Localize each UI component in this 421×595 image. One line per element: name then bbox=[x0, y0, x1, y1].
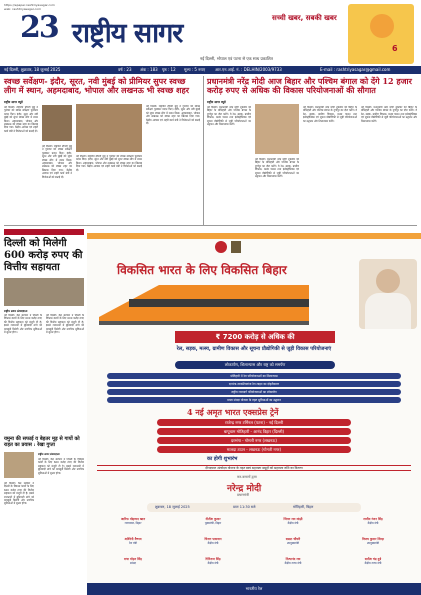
info-bar bbox=[0, 66, 421, 74]
launch-caption: का होगी शुभारंभ bbox=[207, 456, 238, 462]
dignitary-role: केंद्रीय मंत्री bbox=[207, 561, 219, 565]
delhi-body-col2: नई दिल्ली। केंद्र सरकार ने दिल्ली के विकास कार्यों के लिए 600 करोड़ रुपए की वित्तीय सहायता को मंजूरी दी है। इससे राजधानी में बुनियादी ढांचे को मजबूती मिलेगी और नागरिक सुविधाओं में सुधार होगा। bbox=[46, 314, 84, 335]
second-body-col4: नई दिल्ली। प्रधानमंत्री नरेंद्र मोदी शुक्रवार को बिहार के मोतिहारी और पश्चिम बंगाल के दुर्गापुर का दौरा करेंगे। वे रेल, सड़क, ग्रामीण विकास, मत्स्य पालन तथा इलेक्ट्रॉनिक्स एवं सूचना प्रौद्योगिकी से जुड़ी परियोजनाओं का उद्घाटन और शिलान्यास करेंगे। bbox=[361, 106, 417, 123]
dignitary-name: गिरिराज सिंह bbox=[205, 557, 221, 561]
contact-email[interactable]: E-mail : rashtriyasagar@gmail.com bbox=[320, 67, 391, 72]
dignitary-name: नीतीश कुमार bbox=[205, 517, 221, 521]
yamuna-photo bbox=[4, 452, 34, 478]
delhi-body-col1: नई दिल्ली। केंद्र सरकार ने दिल्ली के विकास कार्यों के लिए 600 करोड़ रुपए की वित्तीय सहायता को मंजूरी दी है। इससे राजधानी में बुनियादी ढांचे को मजबूती मिलेगी और नागरिक सुविधाओं में सुधार होगा। bbox=[4, 314, 42, 335]
face-icon bbox=[376, 269, 400, 293]
anniversary-badge bbox=[348, 4, 414, 64]
pm-photo bbox=[255, 104, 299, 154]
newspaper-title: राष्ट्रीय सागर bbox=[72, 18, 183, 49]
yamuna-body-col2: नई दिल्ली। केंद्र सरकार ने दिल्ली के विकास कार्यों के लिए 600 करोड़ रुपए की वित्तीय सहायता को मंजूरी दी है। इससे राजधानी में बुनियादी ढांचे को मजबूती मिलेगी और नागरिक सुविधाओं में सुधार होगा। bbox=[38, 458, 84, 475]
ad-footer: भारतीय रेल bbox=[87, 583, 421, 595]
dignitary-role: केंद्रीय मंत्री bbox=[367, 521, 379, 525]
epaper-url[interactable]: https://epaper.rashtriyasagar.com bbox=[4, 3, 55, 7]
lead-byline: राष्ट्रीय सागर ब्यूरो bbox=[4, 100, 23, 104]
yamuna-body-col1: नई दिल्ली। केंद्र सरकार ने दिल्ली के विकास कार्यों के लिए 600 करोड़ रुपए की वित्तीय सहायता को मंजूरी दी है। इससे राजधानी में बुनियादी ढांचे को मजबूती मिलेगी और नागरिक सुविधाओं में सुधार होगा। bbox=[4, 482, 34, 506]
presenter-label: कर-कमलों द्वारा bbox=[237, 475, 257, 479]
event-details bbox=[147, 503, 361, 512]
tagline: सच्ची खबर, सबकी खबर bbox=[272, 14, 337, 22]
dignitary bbox=[175, 517, 251, 525]
dignitary-role: राज्यपाल, बिहार bbox=[124, 521, 142, 525]
event-venue: मोतिहारी, बिहार bbox=[293, 505, 314, 509]
dignitary-role: उपमुख्यमंत्री bbox=[287, 541, 299, 545]
dignitary bbox=[255, 537, 331, 545]
edition-subline: नई दिल्ली, भोपाल एवं पटना से एक साथ प्रकाशित bbox=[200, 56, 273, 61]
edition-date: नई दिल्ली, शुक्रवार, 18 जुलाई 2025 bbox=[4, 67, 61, 72]
lead-photo-small bbox=[42, 105, 72, 141]
train-item: राजेन्द्र नगर टर्मिनल (पटना) - नई दिल्ली bbox=[157, 419, 351, 426]
bullet-item: मोतिहारी में रेल परियोजनाओं का शिलान्यास bbox=[107, 373, 401, 379]
dignitary-name: विजय कुमार सिन्हा bbox=[362, 537, 384, 541]
dignitary-name: जितन राम मांझी bbox=[283, 517, 303, 521]
column-divider bbox=[203, 76, 204, 226]
dignitary-role: मुख्यमंत्री, बिहार bbox=[204, 521, 222, 525]
section-divider bbox=[4, 225, 417, 226]
shg-note: दीनदयाल अंत्योदय योजना के तहत स्वयं सहायता समूहों को सहायता राशि का वितरण bbox=[97, 465, 411, 471]
lead-body-col2: नई दिल्ली। राष्ट्रपति द्रौपदी मुर्मु ने गुरुवार को स्वच्छ सर्वेक्षण पुरस्कार प्रदान किए। इंदौर, सूरत और नवी मुंबई को सुपर स्वच्छ लीग में स्थान मिला। अहमदाबाद, भोपाल और लखनऊ को स्वच्छ शहर का खिताब दिया गया। केंद्रीय आवास एवं शहरी कार्य मंत्री ने विजेताओं को बधाई दी। bbox=[42, 145, 72, 179]
event-time: प्रातः 11:30 बजे bbox=[233, 505, 256, 509]
dignitary bbox=[95, 517, 171, 525]
train-illustration bbox=[99, 277, 309, 325]
lead-headline[interactable]: स्वच्छ सर्वेक्षण- इंदौर, सूरत, नवी मुंबई को प्रीमियर सुपर स्वच्छ लीग में स्थान, अहमदाबाद, भोपाल और लखनऊ भी स्वच्छ शहर bbox=[4, 76, 189, 95]
price: मूल्य : 5 रुपए bbox=[184, 67, 206, 72]
second-body-col1: नई दिल्ली। प्रधानमंत्री नरेंद्र मोदी शुक्रवार को बिहार के मोतिहारी और पश्चिम बंगाल के दुर्गापुर का दौरा करेंगे। वे रेल, सड़क, ग्रामीण विकास, मत्स्य पालन तथा इलेक्ट्रॉनिक्स एवं सूचना प्रौद्योगिकी से जुड़ी परियोजनाओं का उद्घाटन और शिलान्यास करेंगे। bbox=[207, 106, 251, 127]
logo-number: 23 bbox=[20, 10, 58, 45]
dignitary-name: राधा मोहन सिंह bbox=[123, 557, 142, 561]
lead-body-col3: नई दिल्ली। राष्ट्रपति द्रौपदी मुर्मु ने गुरुवार को स्वच्छ सर्वेक्षण पुरस्कार प्रदान किए। इंदौर, सूरत और नवी मुंबई को सुपर स्वच्छ लीग में स्थान मिला। अहमदाबाद, भोपाल और लखनऊ को स्वच्छ शहर का खिताब दिया गया। केंद्रीय आवास एवं शहरी कार्य मंत्री ने विजेताओं को बधाई दी। bbox=[76, 155, 142, 172]
dignitary bbox=[175, 557, 251, 565]
volume: वर्ष : 23 bbox=[118, 67, 132, 72]
dignitary-role: सांसद bbox=[130, 561, 136, 565]
marigold-icon bbox=[370, 14, 394, 38]
presenter-name: नरेन्द्र मोदी bbox=[227, 484, 262, 494]
dignitary-role: रेल मंत्री bbox=[129, 541, 137, 545]
dignitary-name: अश्विनी वैष्णव bbox=[124, 537, 142, 541]
train-item: बापूधाम मोतिहारी - आनंद विहार (दिल्ली) bbox=[157, 428, 351, 435]
bihar-advertisement[interactable] bbox=[87, 233, 421, 595]
bullet-item: राष्ट्रीय राजमार्ग परियोजनाओं का लोकार्पण bbox=[107, 389, 401, 395]
dignitary-role: केंद्रीय मंत्री bbox=[207, 541, 219, 545]
dignitary-name: नित्यानंद राय bbox=[285, 557, 301, 561]
issue-number: अंक : 183 bbox=[140, 67, 158, 72]
dignitary bbox=[255, 557, 331, 565]
lead-body-col1: नई दिल्ली। राष्ट्रपति द्रौपदी मुर्मु ने गुरुवार को स्वच्छ सर्वेक्षण पुरस्कार प्रदान किए। इंदौर, सूरत और नवी मुंबई को सुपर स्वच्छ लीग में स्थान मिला। अहमदाबाद, भोपाल और लखनऊ को स्वच्छ शहर का खिताब दिया गया। केंद्रीय आवास एवं शहरी कार्य मंत्री ने विजेताओं को बधाई दी। bbox=[4, 106, 38, 133]
dignitary-role: केंद्रीय राज्य मंत्री bbox=[284, 561, 302, 565]
dignitary-role: केंद्रीय मंत्री bbox=[287, 521, 299, 525]
second-body-col3: नई दिल्ली। प्रधानमंत्री नरेंद्र मोदी शुक्रवार को बिहार के मोतिहारी और पश्चिम बंगाल के दुर्गापुर का दौरा करेंगे। वे रेल, सड़क, ग्रामीण विकास, मत्स्य पालन तथा इलेक्ट्रॉनिक्स एवं सूचना प्रौद्योगिकी से जुड़ी परियोजनाओं का उद्घाटन और शिलान्यास करेंगे। bbox=[303, 106, 357, 123]
trains-heading: 4 नई अमृत भारत एक्सप्रेस ट्रेनें bbox=[187, 407, 279, 417]
dignitary-name: सम्राट चौधरी bbox=[285, 537, 301, 541]
rni-number: आर.एन.आई. नं. : DELHIN/2003/9733 bbox=[215, 67, 282, 72]
dignitary bbox=[95, 537, 171, 545]
dignitary-role: केंद्रीय राज्य मंत्री bbox=[364, 561, 382, 565]
dignitary-name: आरिफ मोहम्मद खान bbox=[120, 517, 146, 521]
breaking-strip bbox=[4, 229, 84, 235]
delhi-byline: राष्ट्रीय सागर संवाददाता bbox=[4, 309, 28, 313]
masthead bbox=[0, 0, 421, 66]
emblem-icon bbox=[231, 241, 241, 253]
section-inaugurations: लोकार्पण, शिलान्यास और राष्ट्र को समर्पण bbox=[175, 361, 335, 369]
page-count: पृष्ठ : 12 bbox=[162, 67, 176, 72]
lead-body-col4: नई दिल्ली। राष्ट्रपति द्रौपदी मुर्मु ने गुरुवार को स्वच्छ सर्वेक्षण पुरस्कार प्रदान किए। इंदौर, सूरत और नवी मुंबई को सुपर स्वच्छ लीग में स्थान मिला। अहमदाबाद, भोपाल और लखनऊ को स्वच्छ शहर का खिताब दिया गया। केंद्रीय आवास एवं शहरी कार्य मंत्री ने विजेताओं को बधाई दी। bbox=[146, 105, 200, 126]
kurta-shape bbox=[365, 293, 411, 329]
web-url[interactable]: web: rashtriyasagar.com bbox=[4, 7, 42, 11]
dignitary-name: राजीव रंजन सिंह bbox=[363, 517, 383, 521]
year-badge: 6 bbox=[392, 44, 398, 53]
yamuna-byline: राष्ट्रीय सागर संवाददाता bbox=[38, 453, 60, 456]
pm-portrait bbox=[359, 259, 417, 329]
ad-title: विकसित भारत के लिए विकसित बिहार bbox=[117, 263, 287, 277]
dignitary bbox=[335, 537, 411, 545]
bullet-item: मत्स्य संपदा योजना के तहत सुविधाओं का उद्घाटन bbox=[107, 397, 401, 403]
amount-banner: ₹ 7200 करोड़ से अधिक की bbox=[175, 331, 335, 343]
second-body-col2: नई दिल्ली। प्रधानमंत्री नरेंद्र मोदी शुक्रवार को बिहार के मोतिहारी और पश्चिम बंगाल के दुर्गापुर का दौरा करेंगे। वे रेल, सड़क, ग्रामीण विकास, मत्स्य पालन तथा इलेक्ट्रॉनिक्स एवं सूचना प्रौद्योगिकी से जुड़ी परियोजनाओं का उद्घाटन और शिलान्यास करेंगे। bbox=[255, 158, 299, 179]
ad-top-stripe bbox=[87, 233, 421, 239]
dignitary bbox=[95, 557, 171, 565]
dignitary bbox=[335, 517, 411, 525]
delhi-headline[interactable]: दिल्ली को मिलेगी 600 करोड़ रुपए की वित्तीय सहायता bbox=[4, 238, 83, 273]
dignitary bbox=[335, 557, 411, 565]
delhi-photo bbox=[4, 278, 84, 306]
train-item: दरभंगा - गोमती नगर (लखनऊ) bbox=[157, 437, 351, 444]
dignitary-name: सतीश चंद्र दुबे bbox=[364, 557, 382, 561]
train-item: मालदा टाउन - लखनऊ (गोमती नगर) bbox=[157, 446, 351, 453]
yamuna-headline[interactable]: यमुना की सफाई व बेहतर मूड़ से गायों को राहत का प्रयास : रेखा गुप्ता bbox=[4, 436, 80, 448]
presenter-role: प्रधानमंत्री bbox=[237, 493, 249, 497]
railway-logo-icon bbox=[215, 241, 227, 253]
event-date: शुक्रवार, 18 जुलाई 2025 bbox=[155, 505, 190, 509]
second-headline[interactable]: प्रधानमंत्री नरेंद्र मोदी आज बिहार और पश्चिम बंगाल को देंगे 12 हजार करोड़ रुपए से अधिक की विकास परियोजनाओं की सौगात bbox=[207, 76, 412, 95]
second-byline: राष्ट्रीय सागर ब्यूरो bbox=[207, 100, 226, 104]
dignitaries-grid bbox=[95, 517, 413, 577]
dignitary bbox=[175, 537, 251, 545]
lead-photo-award bbox=[76, 104, 142, 152]
bullet-item: दरभंगा-नरकटियागंज रेल लाइन का दोहरीकरण bbox=[107, 381, 401, 387]
dignitary-role: उपमुख्यमंत्री bbox=[367, 541, 379, 545]
dignitary bbox=[255, 517, 331, 525]
projects-line: रेल, सड़क, मत्स्य, ग्रामीण विकास और सूचना प्रौद्योगिकी से जुड़ी विकास परियोजनाएं bbox=[176, 346, 332, 352]
dignitary-name: चिराग पासवान bbox=[204, 537, 222, 541]
